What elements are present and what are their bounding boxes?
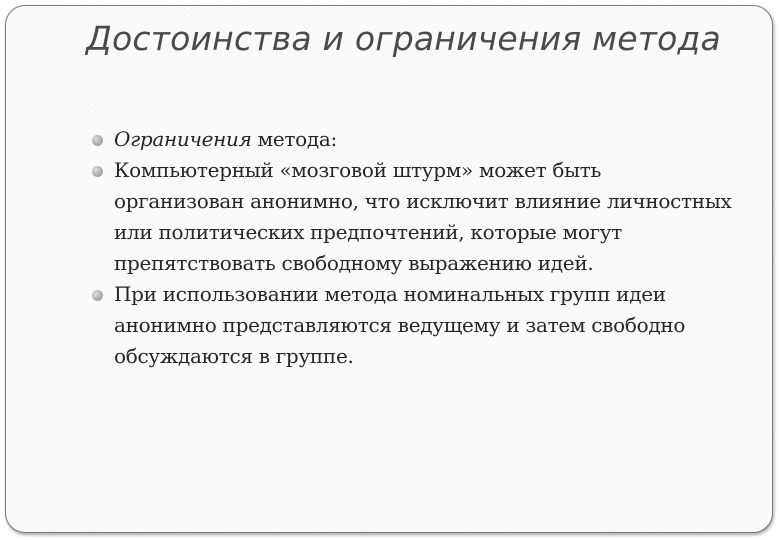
- bullet-item-nominal-groups: [92, 279, 732, 372]
- bullet-item-limitations: [92, 124, 732, 155]
- bullet-text: При использовании метода номинальных групп идеи анонимно представляются ведущему и затем свободно обсуждаются в группе.: [114, 282, 686, 368]
- slide-frame: [5, 5, 773, 533]
- bullet-text: метода:: [251, 127, 337, 151]
- bullet-list: [92, 124, 732, 372]
- bullet-emphasis: Ограничения: [114, 127, 252, 151]
- circle-bullet-icon: [92, 166, 103, 177]
- bullet-text: Компьютерный «мозговой штурм» может быть организован анонимно, что исключит влияние личностных или политических предпочтений, которые могут препятствовать свободному выражению идей.: [114, 158, 732, 275]
- circle-bullet-icon: [92, 290, 103, 301]
- bullet-item-brainstorm: [92, 155, 732, 279]
- slide-title: Достоинства и ограничения метода: [86, 19, 721, 58]
- circle-bullet-icon: [92, 135, 103, 146]
